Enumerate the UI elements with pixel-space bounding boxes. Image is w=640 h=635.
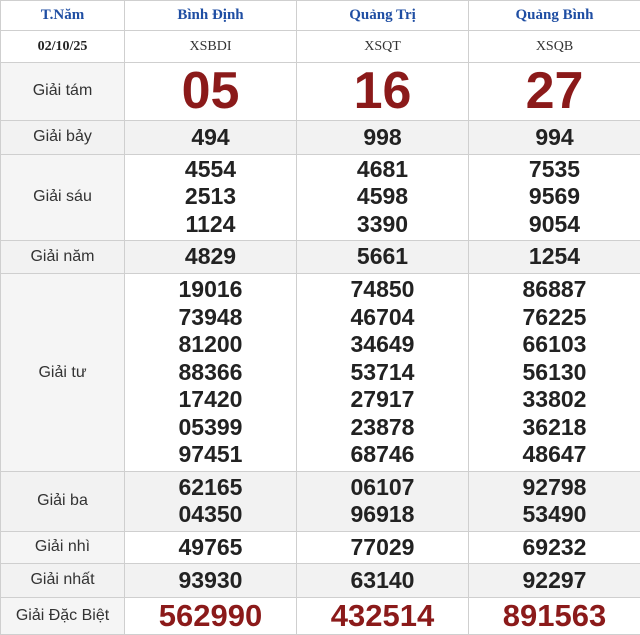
prize-number: 998 xyxy=(363,123,402,150)
prize-number: 93930 xyxy=(178,566,243,593)
prize-cell-g5-quang-binh xyxy=(469,240,640,273)
prize-cell-g3-quang-tri xyxy=(297,472,469,532)
prize-number: 4829 xyxy=(184,243,237,270)
prize-cell-g6-binh-dinh xyxy=(125,154,297,240)
prize-number: 562990 xyxy=(158,597,263,633)
prize-cell-db-binh-dinh xyxy=(125,597,297,634)
prize-label-g1: Giải nhất xyxy=(1,564,125,597)
province-header-binh-dinh[interactable]: Bình Định xyxy=(125,1,297,31)
prize-number: 49765 xyxy=(178,533,243,560)
prize-number: 9569 xyxy=(528,183,581,210)
prize-number: 97451 xyxy=(178,441,243,468)
prize-number: 68746 xyxy=(350,441,415,468)
prize-cell-g5-binh-dinh xyxy=(125,240,297,273)
prize-number: 88366 xyxy=(178,358,243,385)
prize-number: 2513 xyxy=(184,183,237,210)
prize-cell-g3-quang-binh xyxy=(469,472,640,532)
prize-cell-g2-quang-tri xyxy=(297,531,469,563)
prize-number: 33802 xyxy=(522,386,587,413)
prize-row-g4 xyxy=(1,273,640,471)
prize-cell-g8-quang-tri xyxy=(297,62,469,121)
prize-number: 994 xyxy=(535,123,574,150)
prize-cell-g7-quang-tri xyxy=(297,121,469,154)
prize-number: 432514 xyxy=(330,597,435,633)
prize-number: 05 xyxy=(181,62,240,121)
lottery-code-quang-binh: XSQB xyxy=(469,31,640,62)
prize-number: 3390 xyxy=(356,210,409,237)
prize-number: 891563 xyxy=(502,597,607,633)
prize-number: 05399 xyxy=(178,413,243,440)
prize-row-g6 xyxy=(1,154,640,240)
prize-number: 23878 xyxy=(350,413,415,440)
header-row xyxy=(1,1,640,31)
prize-number: 76225 xyxy=(522,303,587,330)
prize-label-g4: Giải tư xyxy=(1,273,125,471)
prize-row-special xyxy=(1,597,640,634)
prize-number: 16 xyxy=(353,62,412,121)
prize-row-g7 xyxy=(1,121,640,154)
prize-number: 69232 xyxy=(522,533,587,560)
prize-number: 34649 xyxy=(350,331,415,358)
prize-number: 63140 xyxy=(350,566,415,593)
prize-number: 4598 xyxy=(356,183,409,210)
prize-cell-g4-binh-dinh xyxy=(125,273,297,471)
prize-number: 56130 xyxy=(522,358,587,385)
prize-cell-g3-binh-dinh xyxy=(125,472,297,532)
prize-label-db: Giải Đặc Biệt xyxy=(1,597,125,634)
prize-number: 19016 xyxy=(178,276,243,303)
prize-cell-g5-quang-tri xyxy=(297,240,469,273)
prize-number: 4681 xyxy=(356,155,409,182)
prize-cell-g1-quang-tri xyxy=(297,564,469,597)
prize-cell-g7-quang-binh xyxy=(469,121,640,154)
prize-row-g5 xyxy=(1,240,640,273)
prize-number: 27 xyxy=(525,62,584,121)
prize-cell-g2-binh-dinh xyxy=(125,531,297,563)
draw-date: 02/10/25 xyxy=(1,31,125,62)
code-row xyxy=(1,31,640,62)
prize-number: 96918 xyxy=(350,501,415,528)
prize-number: 53490 xyxy=(522,501,587,528)
prize-label-g8: Giải tám xyxy=(1,62,125,121)
prize-cell-g1-quang-binh xyxy=(469,564,640,597)
prize-cell-g7-binh-dinh xyxy=(125,121,297,154)
prize-number: 17420 xyxy=(178,386,243,413)
province-header-quang-tri[interactable]: Quảng Trị xyxy=(297,1,469,31)
prize-row-g1 xyxy=(1,564,640,597)
prize-number: 92798 xyxy=(522,473,587,500)
prize-number: 4554 xyxy=(184,155,237,182)
prize-row-g3 xyxy=(1,472,640,532)
prize-number: 27917 xyxy=(350,386,415,413)
prize-cell-g6-quang-binh xyxy=(469,154,640,240)
prize-number: 5661 xyxy=(356,243,409,270)
prize-label-g6: Giải sáu xyxy=(1,154,125,240)
prize-cell-g2-quang-binh xyxy=(469,531,640,563)
prize-label-g7: Giải bảy xyxy=(1,121,125,154)
prize-number: 81200 xyxy=(178,331,243,358)
prize-number: 73948 xyxy=(178,303,243,330)
prize-number: 62165 xyxy=(178,473,243,500)
lottery-code-quang-tri: XSQT xyxy=(297,31,469,62)
prize-cell-g4-quang-tri xyxy=(297,273,469,471)
prize-number: 04350 xyxy=(178,501,243,528)
prize-row-g8 xyxy=(1,62,640,121)
prize-number: 06107 xyxy=(350,473,415,500)
lottery-code-binh-dinh: XSBDI xyxy=(125,31,297,62)
prize-number: 1124 xyxy=(185,210,236,237)
prize-number: 9054 xyxy=(528,210,581,237)
prize-cell-g1-binh-dinh xyxy=(125,564,297,597)
prize-number: 494 xyxy=(191,123,230,150)
prize-label-g5: Giải năm xyxy=(1,240,125,273)
prize-number: 7535 xyxy=(528,155,581,182)
prize-row-g2 xyxy=(1,531,640,563)
prize-number: 86887 xyxy=(522,276,587,303)
prize-number: 46704 xyxy=(350,303,415,330)
prize-number: 92297 xyxy=(522,566,587,593)
prize-number: 66103 xyxy=(522,331,587,358)
prize-cell-g8-binh-dinh xyxy=(125,62,297,121)
prize-cell-db-quang-binh xyxy=(469,597,640,634)
prize-cell-g6-quang-tri xyxy=(297,154,469,240)
prize-label-g3: Giải ba xyxy=(1,472,125,532)
prize-number: 1254 xyxy=(528,243,581,270)
prize-cell-g8-quang-binh xyxy=(469,62,640,121)
prize-number: 53714 xyxy=(350,358,415,385)
prize-number: 74850 xyxy=(350,276,415,303)
prize-label-g2: Giải nhì xyxy=(1,531,125,563)
weekday-header: T.Năm xyxy=(1,1,125,31)
prize-cell-g4-quang-binh xyxy=(469,273,640,471)
prize-cell-db-quang-tri xyxy=(297,597,469,634)
prize-number: 36218 xyxy=(522,413,587,440)
prize-number: 48647 xyxy=(522,441,587,468)
prize-number: 77029 xyxy=(350,533,415,560)
province-header-quang-binh[interactable]: Quảng Bình xyxy=(469,1,640,31)
